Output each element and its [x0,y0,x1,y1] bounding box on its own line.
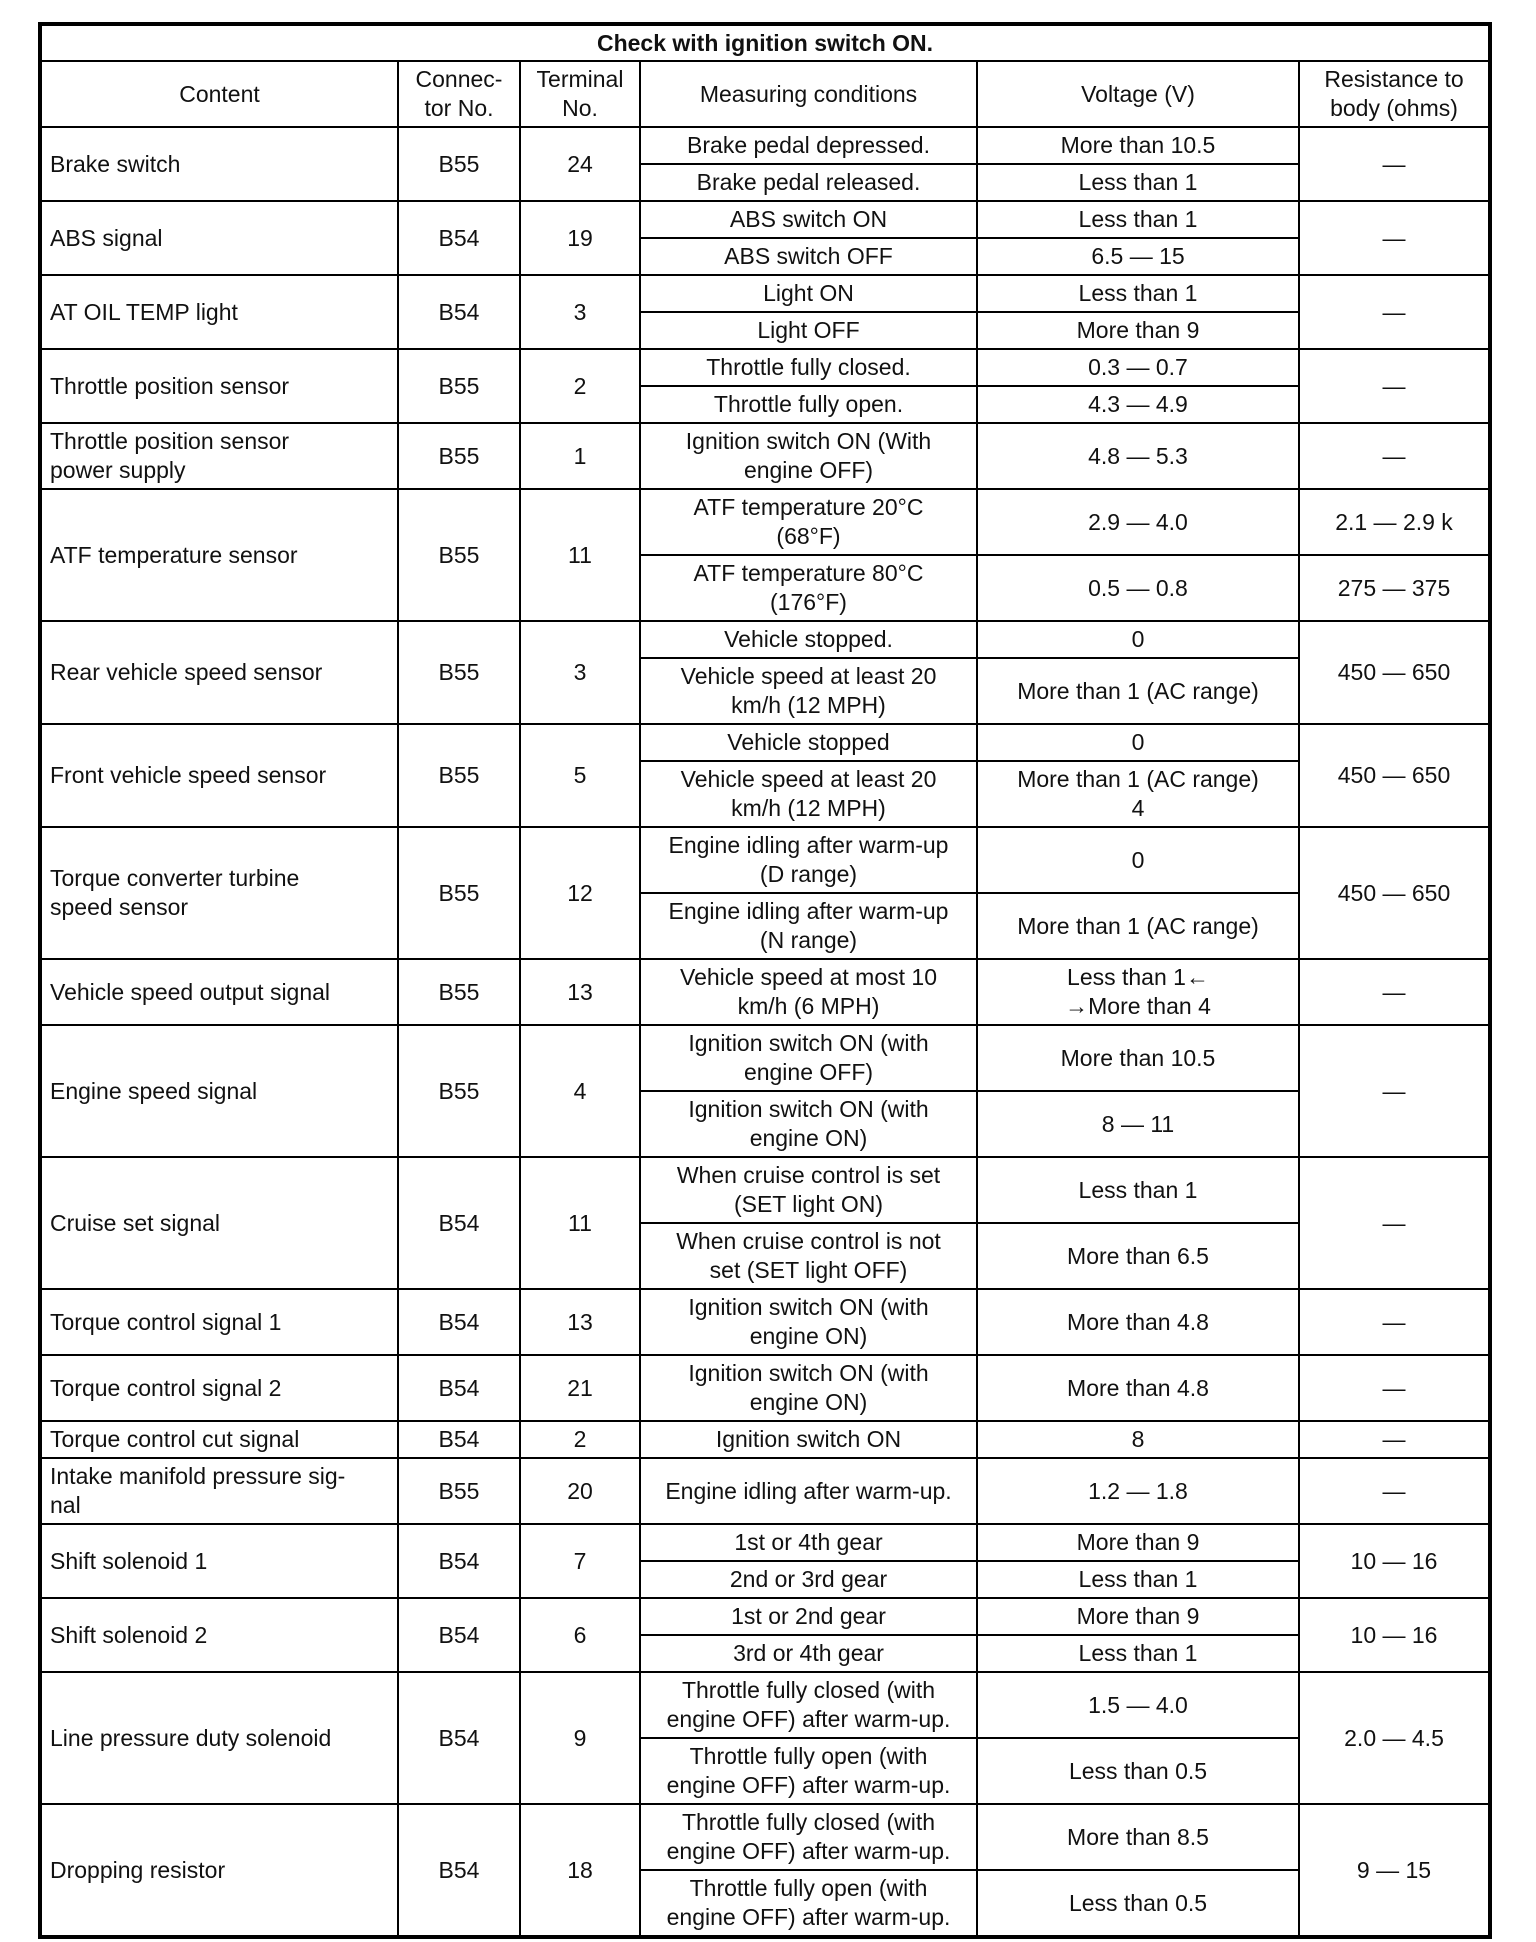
cell-terminal: 20 [520,1458,640,1524]
cell-connector: B55 [398,349,520,423]
cell-content: Throttle position sensor power supply [40,423,398,489]
cell-condition: 1st or 2nd gear [640,1598,977,1635]
header-voltage: Voltage (V) [977,61,1299,127]
cell-resistance: — [1299,349,1490,423]
cell-connector: B55 [398,1458,520,1524]
cell-voltage: 0.3 — 0.7 [977,349,1299,386]
cell-content: Front vehicle speed sensor [40,724,398,827]
cell-condition: Engine idling after warm-up (D range) [640,827,977,893]
table-row [40,1598,1490,1635]
cell-resistance: 9 — 15 [1299,1804,1490,1937]
table-row [40,1157,1490,1223]
table-row [40,1804,1490,1870]
table-row [40,1672,1490,1738]
table-row [40,1289,1490,1355]
cell-condition: Vehicle speed at most 10 km/h (6 MPH) [640,959,977,1025]
cell-content: Torque converter turbine speed sensor [40,827,398,959]
cell-voltage: 1.2 — 1.8 [977,1458,1299,1524]
cell-condition: Ignition switch ON [640,1421,977,1458]
cell-condition: Throttle fully closed (with engine OFF) after warm-up. [640,1804,977,1870]
table-row [40,1355,1490,1421]
table-body [40,127,1490,1937]
cell-voltage: 4.8 — 5.3 [977,423,1299,489]
cell-connector: B55 [398,959,520,1025]
cell-voltage: 1.5 — 4.0 [977,1672,1299,1738]
cell-voltage: More than 9 [977,1524,1299,1561]
ignition-check-table [38,22,1492,1939]
cell-voltage: More than 9 [977,312,1299,349]
inspection-sheet [38,22,1488,1939]
cell-resistance: — [1299,1458,1490,1524]
cell-terminal: 1 [520,423,640,489]
cell-content: Shift solenoid 2 [40,1598,398,1672]
table-row [40,621,1490,658]
table-row [40,349,1490,386]
cell-terminal: 7 [520,1524,640,1598]
cell-content: Line pressure duty solenoid [40,1672,398,1804]
table-row [40,201,1490,238]
cell-resistance: 10 — 16 [1299,1524,1490,1598]
cell-condition: Vehicle speed at least 20 km/h (12 MPH) [640,658,977,724]
table-row [40,1421,1490,1458]
cell-connector: B55 [398,621,520,724]
cell-condition: Ignition switch ON (with engine ON) [640,1355,977,1421]
cell-voltage: 2.9 — 4.0 [977,489,1299,555]
cell-condition: Vehicle speed at least 20 km/h (12 MPH) [640,761,977,827]
cell-voltage: More than 6.5 [977,1223,1299,1289]
cell-terminal: 3 [520,275,640,349]
cell-terminal: 21 [520,1355,640,1421]
cell-condition: Ignition switch ON (With engine OFF) [640,423,977,489]
cell-condition: Throttle fully open. [640,386,977,423]
cell-connector: B54 [398,1524,520,1598]
cell-condition: Throttle fully open (with engine OFF) after warm-up. [640,1870,977,1937]
cell-connector: B54 [398,201,520,275]
cell-resistance: — [1299,1421,1490,1458]
cell-condition: 3rd or 4th gear [640,1635,977,1672]
cell-voltage: Less than 1 [977,275,1299,312]
table-row [40,423,1490,489]
cell-connector: B54 [398,1289,520,1355]
cell-content: ATF temperature sensor [40,489,398,621]
cell-resistance: 450 — 650 [1299,724,1490,827]
cell-voltage: 4.3 — 4.9 [977,386,1299,423]
header-resistance: Resistance to body (ohms) [1299,61,1490,127]
cell-condition: Engine idling after warm-up. [640,1458,977,1524]
table-row [40,127,1490,164]
cell-condition: Engine idling after warm-up (N range) [640,893,977,959]
cell-condition: Brake pedal released. [640,164,977,201]
cell-terminal: 2 [520,349,640,423]
cell-connector: B54 [398,1804,520,1937]
cell-voltage: Less than 1 [977,1635,1299,1672]
cell-voltage: More than 4.8 [977,1355,1299,1421]
table-row [40,489,1490,555]
cell-terminal: 13 [520,959,640,1025]
cell-resistance: — [1299,1355,1490,1421]
cell-condition: Ignition switch ON (with engine OFF) [640,1025,977,1091]
cell-content: Shift solenoid 1 [40,1524,398,1598]
table-row [40,959,1490,1025]
cell-resistance: 450 — 650 [1299,621,1490,724]
cell-content: AT OIL TEMP light [40,275,398,349]
cell-resistance: — [1299,201,1490,275]
cell-content: Throttle position sensor [40,349,398,423]
table-row [40,1524,1490,1561]
cell-voltage: More than 9 [977,1598,1299,1635]
cell-terminal: 19 [520,201,640,275]
cell-content: Brake switch [40,127,398,201]
cell-resistance: — [1299,1157,1490,1289]
cell-voltage: More than 1 (AC range) 4 [977,761,1299,827]
cell-resistance: 2.0 — 4.5 [1299,1672,1490,1804]
table-row [40,275,1490,312]
cell-resistance: — [1299,127,1490,201]
cell-terminal: 4 [520,1025,640,1157]
cell-condition: Light ON [640,275,977,312]
cell-condition: Light OFF [640,312,977,349]
cell-voltage: 0 [977,621,1299,658]
cell-condition: Throttle fully open (with engine OFF) after warm-up. [640,1738,977,1804]
cell-content: Rear vehicle speed sensor [40,621,398,724]
header-connector: Connec- tor No. [398,61,520,127]
cell-terminal: 6 [520,1598,640,1672]
cell-condition: Throttle fully closed (with engine OFF) after warm-up. [640,1672,977,1738]
cell-content: Torque control signal 2 [40,1355,398,1421]
cell-terminal: 3 [520,621,640,724]
cell-voltage: Less than 1 [977,1561,1299,1598]
cell-content: Vehicle speed output signal [40,959,398,1025]
cell-condition: ATF temperature 80°C (176°F) [640,555,977,621]
cell-condition: ATF temperature 20°C (68°F) [640,489,977,555]
cell-connector: B55 [398,489,520,621]
cell-resistance: — [1299,423,1490,489]
cell-voltage: More than 1 (AC range) [977,658,1299,724]
cell-resistance: — [1299,1025,1490,1157]
cell-terminal: 18 [520,1804,640,1937]
cell-terminal: 5 [520,724,640,827]
table-title: Check with ignition switch ON. [40,24,1490,61]
cell-resistance: — [1299,275,1490,349]
table-row [40,724,1490,761]
cell-condition: ABS switch ON [640,201,977,238]
header-terminal: Terminal No. [520,61,640,127]
cell-condition: When cruise control is set (SET light ON) [640,1157,977,1223]
cell-condition: When cruise control is not set (SET light OFF) [640,1223,977,1289]
cell-voltage: More than 10.5 [977,127,1299,164]
cell-connector: B55 [398,724,520,827]
cell-condition: Brake pedal depressed. [640,127,977,164]
cell-connector: B54 [398,1421,520,1458]
cell-condition: Ignition switch ON (with engine ON) [640,1091,977,1157]
cell-connector: B54 [398,275,520,349]
cell-voltage: 0.5 — 0.8 [977,555,1299,621]
cell-terminal: 24 [520,127,640,201]
cell-terminal: 12 [520,827,640,959]
cell-resistance: 275 — 375 [1299,555,1490,621]
cell-terminal: 11 [520,1157,640,1289]
cell-voltage: More than 1 (AC range) [977,893,1299,959]
cell-condition: ABS switch OFF [640,238,977,275]
cell-voltage: More than 10.5 [977,1025,1299,1091]
cell-condition: 2nd or 3rd gear [640,1561,977,1598]
cell-content: Cruise set signal [40,1157,398,1289]
cell-voltage: Less than 1 [977,164,1299,201]
cell-condition: Vehicle stopped [640,724,977,761]
header-conditions: Measuring conditions [640,61,977,127]
cell-content: Torque control signal 1 [40,1289,398,1355]
cell-connector: B55 [398,1025,520,1157]
table-row [40,1025,1490,1091]
cell-connector: B55 [398,127,520,201]
cell-condition: Vehicle stopped. [640,621,977,658]
cell-voltage: More than 4.8 [977,1289,1299,1355]
cell-content: Intake manifold pressure sig- nal [40,1458,398,1524]
cell-condition: Ignition switch ON (with engine ON) [640,1289,977,1355]
cell-content: Dropping resistor [40,1804,398,1937]
cell-voltage: 8 — 11 [977,1091,1299,1157]
cell-voltage: 0 [977,827,1299,893]
cell-condition: Throttle fully closed. [640,349,977,386]
cell-voltage: Less than 1← →More than 4 [977,959,1299,1025]
cell-connector: B54 [398,1355,520,1421]
cell-terminal: 2 [520,1421,640,1458]
cell-connector: B54 [398,1598,520,1672]
cell-content: ABS signal [40,201,398,275]
cell-voltage: 0 [977,724,1299,761]
cell-voltage: Less than 0.5 [977,1738,1299,1804]
cell-voltage: Less than 1 [977,1157,1299,1223]
cell-voltage: 6.5 — 15 [977,238,1299,275]
cell-resistance: 2.1 — 2.9 k [1299,489,1490,555]
header-content: Content [40,61,398,127]
cell-resistance: 450 — 650 [1299,827,1490,959]
cell-voltage: Less than 1 [977,201,1299,238]
cell-content: Engine speed signal [40,1025,398,1157]
cell-connector: B54 [398,1157,520,1289]
cell-connector: B55 [398,827,520,959]
cell-resistance: — [1299,1289,1490,1355]
cell-connector: B54 [398,1672,520,1804]
cell-connector: B55 [398,423,520,489]
cell-terminal: 11 [520,489,640,621]
cell-content: Torque control cut signal [40,1421,398,1458]
cell-voltage: More than 8.5 [977,1804,1299,1870]
cell-terminal: 9 [520,1672,640,1804]
cell-resistance: — [1299,959,1490,1025]
table-row [40,827,1490,893]
cell-terminal: 13 [520,1289,640,1355]
cell-voltage: 8 [977,1421,1299,1458]
cell-resistance: 10 — 16 [1299,1598,1490,1672]
cell-voltage: Less than 0.5 [977,1870,1299,1937]
cell-condition: 1st or 4th gear [640,1524,977,1561]
table-row [40,1458,1490,1524]
